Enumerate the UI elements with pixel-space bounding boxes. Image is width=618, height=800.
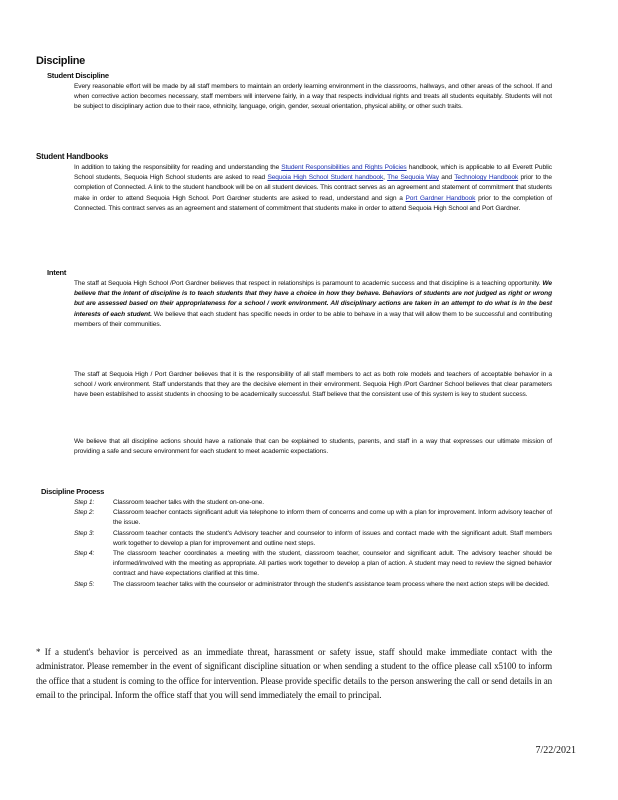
- technology-handbook-link[interactable]: Technology Handbook: [454, 174, 519, 182]
- port-gardner-handbook-link[interactable]: Port Gardner Handbook: [405, 194, 476, 202]
- intent-heading: Intent: [47, 268, 67, 277]
- intent-text-1: The staff at Sequoia High School /Port Gardner believes that respect in relationships is paramount to academic success and that discipline is a teaching opportunity.: [74, 280, 543, 287]
- sequoia-handbook-link[interactable]: Sequoia High School Student handbook: [267, 174, 384, 182]
- process-steps: [74, 498, 552, 590]
- document-date: 7/22/2021: [535, 745, 576, 756]
- handbooks-text-6: prior to the completion of Connected. This contract serves as an agreement and statement of commitment that students make in order to attend Sequoia High School and Port Gardner.: [74, 194, 552, 212]
- intent-emphasis: We believe that the intent of discipline is to teach students that they have a choice in how they behave. Behaviors of students are not judged as right or wrong but are assessed based on their appropriateness for a school / work environment. All disciplinary actions are taken in an attempt to do what is in the best interests of each student.: [74, 280, 552, 318]
- process-step: [74, 549, 552, 580]
- page-title: Discipline: [36, 55, 85, 67]
- step-label: Step 4:: [74, 550, 95, 558]
- process-heading: Discipline Process: [41, 487, 105, 496]
- intent-paragraph-2: The staff at Sequoia High / Port Gardner believes that it is the responsibility of all staff members to act as both role models and teachers of acceptable behavior in a school / work environment. Staff understands that they are the decisive element in their environment. Sequoia High /Port Gardner School believes that clear parameters have been established to assist students in choosing to be academically successful. Staff believe that the consistent use of this system is key to student success.: [74, 371, 552, 399]
- step-text: The classroom teacher coordinates a meeting with the student, classroom teacher, counselor and significant adult. The advisory teacher should be informed/involved with the meeting as appropriate. All parties work together to develop a plan of action. A student may need to review the signed behavior contract and have expectations clarified at this time.: [113, 550, 552, 578]
- step-label: Step 3:: [74, 529, 95, 537]
- process-step: [74, 508, 552, 528]
- step-label: Step 5:: [74, 580, 95, 588]
- step-label: Step 2:: [74, 509, 95, 517]
- process-step: [74, 529, 552, 549]
- step-text: Classroom teacher talks with the student on-one-one.: [113, 499, 264, 506]
- process-step: [74, 498, 552, 508]
- handbooks-text-2: handbook, which is applicable to all Everett Public School students, Sequoia High School students are asked to read: [74, 164, 552, 182]
- step-text: The classroom teacher talks with the counselor or administrator through the student's assistance team process where the next action steps will be decided.: [113, 580, 550, 588]
- student-discipline-text: Every reasonable effort will be made by all staff members to maintain an orderly learning environment in the classrooms, hallways, and other areas of the school. If and when corrective action becomes necessary, staff members will intervene fairly, in a way that respects individual rights and treats all students equitably. Students will not be subject to disciplinary action due to their race, ethnicity, language, origin, gender, sexual orientation, physical ability, or other such traits.: [74, 83, 552, 111]
- handbooks-text-3: ,: [383, 174, 388, 182]
- sequoia-way-link[interactable]: The Sequoia Way: [387, 174, 439, 182]
- handbooks-text: [74, 163, 552, 214]
- intent-paragraph-3: We believe that all discipline actions should have a rationale that can be explained to students, parents, and staff in a way that expresses our ultimate mission of providing a safe and secure environment for each student to meet academic expectations.: [74, 438, 552, 456]
- safety-note: * If a student's behavior is perceived as an immediate threat, harassment or safety issue, staff should make immediate contact with the administrator. Please remember in the event of significant discipline situation or when sending a student to the office please call x5100 to inform the office that a student is coming to the office for intervention. Please provide specific details to the person answering the call or send details in an email to the principal. Inform the office staff that you will send immediately the email to principal.: [36, 647, 552, 701]
- process-step: [74, 580, 552, 590]
- student-responsibilities-link[interactable]: Student Responsibilities and Rights Policies: [281, 164, 407, 171]
- student-discipline-heading: Student Discipline: [47, 71, 109, 80]
- step-label: Step 1:: [74, 499, 95, 506]
- handbooks-text-1: In addition to taking the responsibility for reading and understanding the: [74, 164, 282, 171]
- intent-text-2: We believe that each student has specific needs in order to be able to behave in a way that will allow them to be successful and contributing members of their communities.: [74, 310, 553, 328]
- intent-paragraph-1: [74, 279, 552, 330]
- handbooks-text-4: and: [438, 174, 455, 182]
- step-text: Classroom teacher contacts the student's Advisory teacher and counselor to inform of issues and contact made with the significant adult. Staff members work together to develop a plan for improvement and outline next steps.: [113, 529, 552, 547]
- step-text: Classroom teacher contacts significant adult via telephone to inform them of concerns and come up with a plan for improvement. Inform advisory teacher of the issue.: [113, 509, 552, 527]
- handbooks-heading: Student Handbooks: [36, 152, 109, 161]
- handbooks-text-5: prior to the completion of Connected. A link to the student handbook will be on all student devices. This contract serves as an agreement and statement of commitment that students make in order to attend Sequoia High School. Port Gardner students are asked to read, understand and sign a: [74, 174, 552, 202]
